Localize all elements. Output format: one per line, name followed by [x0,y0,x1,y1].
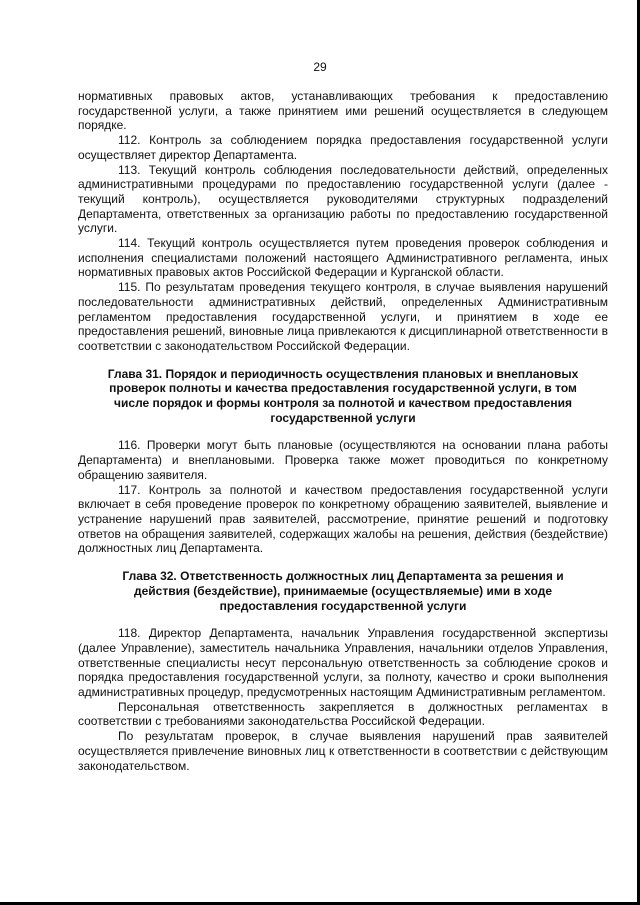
document-body [78,89,608,773]
paragraph-115: 115. По результатам проведения текущего контроля, в случае выявления нарушений последовательности административных действий, определенных Административным регламентом предоставления государственной услуги, и принятием в ходе ее предоставления решений, виновные лица привлекаются к дисциплинарной ответственности в соответствии с законодательством Российской Федерации. [78,280,608,353]
paragraph-112: 112. Контроль за соблюдением порядка предоставления государственной услуги осуществляет директор Департамента. [78,133,608,162]
paragraph-intro: нормативных правовых актов, устанавливающих требования к предоставлению государственной услуги, а также принятием ими решений осуществляется в следующем порядке. [78,89,608,133]
paragraph-114: 114. Текущий контроль осуществляется путем проведения проверок соблюдения и исполнения специалистами положений настоящего Административного регламента, иных нормативных правовых актов Российской Федерации и Курганской области. [78,236,608,280]
page-number: 29 [313,60,327,74]
chapter-32-heading: Глава 32. Ответственность должностных лиц Департамента за решения и действия (бездействие), принимаемые (осуществляемые) ими в ходе предоставления государственной услуги [122,569,564,613]
paragraph-117: 117. Контроль за полнотой и качеством предоставления государственной услуги включает в себя проведение проверок по конкретному обращению заявителей, выявление и устранение нарушений прав заявителей, рассмотрение, принятие решений и подготовку ответов на обращения заявителей, содержащих жалобы на решения, действия (бездействие) должностных лиц Департамента. [78,482,608,556]
paragraph-inspection-results: По результатам проверок, в случае выявления нарушений прав заявителей осуществляется привлечение виновных лиц к ответственности в соответствии с действующим законодательством. [78,729,608,773]
paragraph-personal-responsibility: Персональная ответственность закрепляется в должностных регламентах в соответствии с требованиями законодательства Российской Федерации. [78,699,608,729]
paragraph-118: 118. Директор Департамента, начальник Управления государственной экспертизы (далее Управление), заместитель начальника Управления, начальники отделов Управления, ответственные специалисты несут персональную ответственность за соблюдение сроков и порядка предоставления государственной услуги, за полноту, качество и сроки выполнения административных процедур, предусмотренных настоящим Административным регламентом. [78,626,608,700]
paragraph-116: 116. Проверки могут быть плановые (осуществляются на основании плана работы Департамента) и внеплановыми. Проверка также может проводиться по конкретному обращению заявителя. [78,438,608,482]
chapter-31-heading: Глава 31. Порядок и периодичность осуществления плановых и внеплановых проверок полноты и качества предоставления государственной услуги, в том числе порядок и формы контроля за полнотой и качеством предоставления государственной услуги [107,366,579,425]
paragraph-113: 113. Текущий контроль соблюдения последовательности действий, определенных административными процедурами по предоставлению государственной услуги (далее - текущий контроль), осуществляется руководителями структурных подразделений Департамента, ответственных за организацию работы по предоставлению государственной услуги. [78,162,608,236]
